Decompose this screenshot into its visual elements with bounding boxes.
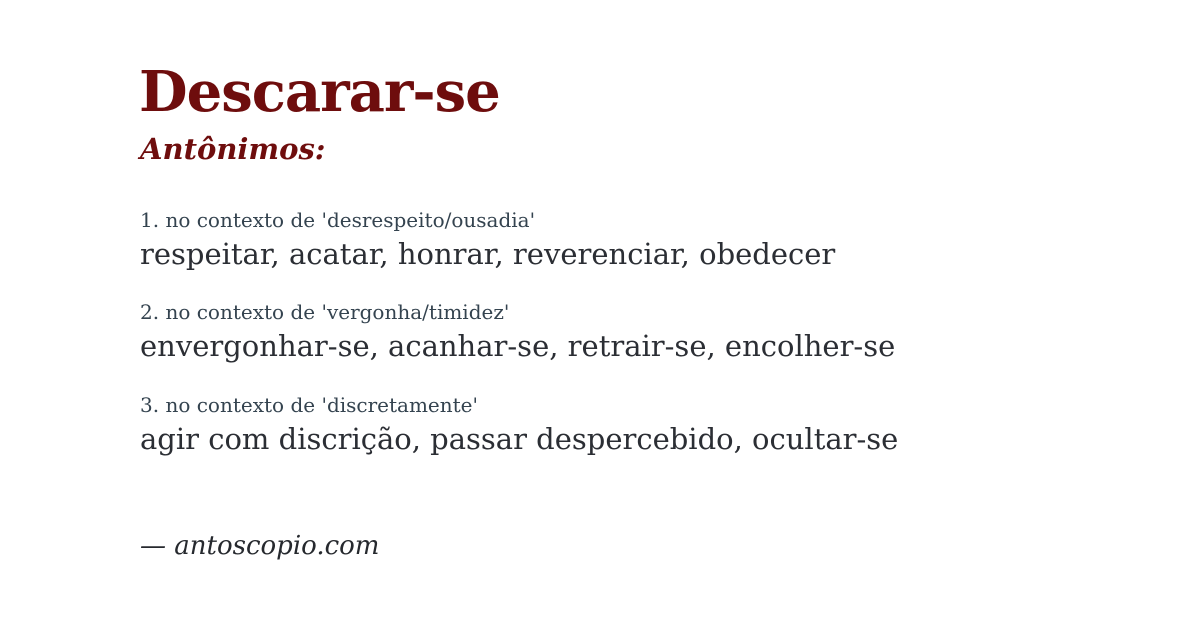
- entry-3-context: no contexto de 'discretamente': [165, 392, 479, 417]
- entry-3-number: 3.: [140, 392, 160, 417]
- antonym-entry-2: [140, 299, 1160, 364]
- headword-title: Descarar-se: [139, 59, 500, 125]
- antonym-entry-3: [140, 392, 1160, 457]
- antonym-entry-1: [140, 207, 1160, 272]
- attribution-footer: — antoscopio.com: [140, 531, 380, 561]
- entry-2-context-label: [140, 299, 1160, 325]
- entry-2-antonym-words: envergonhar-se, acanhar-se, retrair-se, encolher-se: [140, 329, 896, 364]
- entry-1-context: no contexto de 'desrespeito/ousadia': [165, 208, 536, 232]
- entry-2-number: 2.: [140, 300, 160, 325]
- entry-3-context-label: [140, 392, 1160, 418]
- entry-3-antonym-words: agir com discrição, passar despercebido, ocultar-se: [140, 421, 899, 456]
- entry-2-context: no contexto de 'vergonha/timidez': [165, 300, 510, 325]
- entry-1-number: 1.: [140, 208, 160, 232]
- antonym-entries-list: [140, 207, 1160, 484]
- entry-1-antonym-words: respeitar, acatar, honrar, reverenciar, obedecer: [140, 237, 836, 271]
- antonyms-subtitle: Antônimos:: [140, 132, 326, 166]
- entry-1-context-label: [140, 207, 1160, 233]
